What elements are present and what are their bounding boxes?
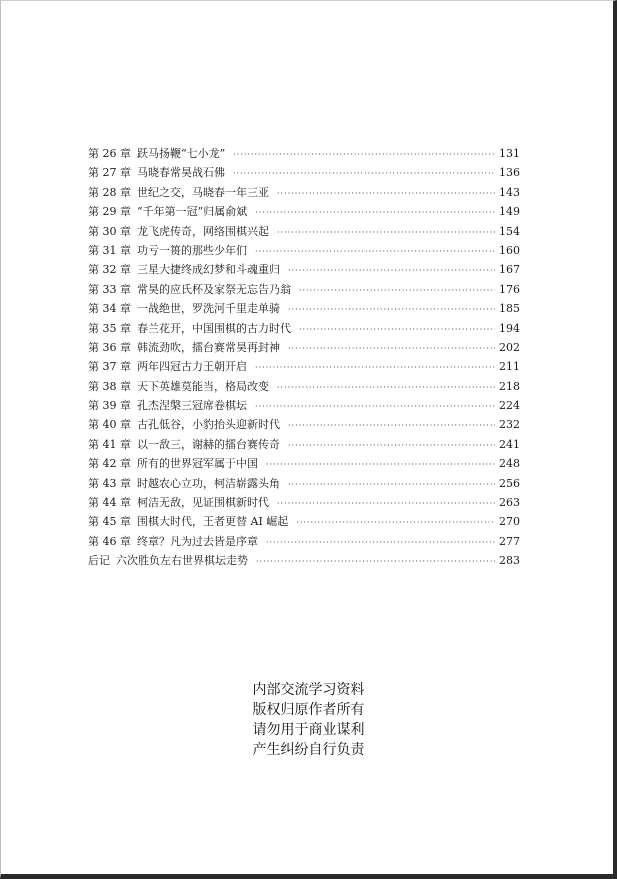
toc-leader-dots [255, 358, 495, 377]
toc-entry[interactable] [88, 280, 520, 299]
toc-chapter-number: 第 41 章 [88, 437, 131, 451]
toc-leader-dots [255, 203, 495, 222]
toc-chapter-number: 第 31 章 [88, 243, 131, 257]
toc-entry[interactable] [88, 396, 520, 415]
toc-leader-dots [255, 242, 495, 261]
toc-entry[interactable] [88, 435, 520, 454]
toc-page-number: 263 [499, 496, 520, 510]
toc-chapter-title: 马晓春常昊战石佛 [137, 166, 225, 180]
toc-leader-dots [266, 533, 495, 552]
toc-chapter-title: 以一敌三，谢赫的擂台赛传奇 [137, 437, 280, 451]
toc-chapter-title: 两年四冠古力王朝开启 [137, 360, 247, 374]
toc-leader-dots [288, 475, 495, 494]
toc-entry[interactable] [88, 415, 520, 434]
toc-chapter-number: 第 35 章 [88, 321, 131, 335]
toc-chapter-number: 第 40 章 [88, 418, 131, 432]
toc-chapter-number: 第 29 章 [88, 205, 131, 219]
toc-page-number: 154 [499, 224, 520, 238]
copyright-notice [0, 680, 617, 760]
toc-page-number: 185 [499, 302, 520, 316]
toc-entry[interactable] [88, 163, 520, 182]
toc-chapter-title: 六次胜负左右世界棋坛走势 [116, 554, 248, 568]
toc-chapter-title: 龙飞虎传奇，网络围棋兴起 [137, 224, 269, 238]
toc-entry[interactable] [88, 377, 520, 396]
toc-chapter-title: 天下英雄莫能当，格局改变 [137, 379, 269, 393]
toc-leader-dots [288, 436, 495, 455]
notice-line: 请勿用于商业谋利 [252, 722, 365, 738]
toc-chapter-number: 第 28 章 [88, 185, 131, 199]
toc-entry[interactable] [88, 222, 520, 241]
toc-leader-dots [233, 164, 495, 183]
toc-page-number: 232 [499, 418, 520, 432]
toc-page-number: 149 [499, 205, 520, 219]
toc-entry[interactable] [88, 260, 520, 279]
toc-leader-dots [266, 455, 495, 474]
toc-chapter-title: 终章？凡为过去皆是序章 [137, 534, 258, 548]
notice-line: 版权归原作者所有 [252, 702, 365, 718]
toc-chapter-number: 第 43 章 [88, 476, 131, 490]
toc-chapter-number: 第 46 章 [88, 534, 131, 548]
toc-page-number: 136 [499, 166, 520, 180]
toc-chapter-title: 柯洁无敌，见证围棋新时代 [137, 496, 269, 510]
toc-page-number: 248 [499, 457, 520, 471]
toc-entry[interactable] [88, 551, 520, 570]
toc-entry[interactable] [88, 144, 520, 163]
toc-entry[interactable] [88, 474, 520, 493]
toc-chapter-number: 第 26 章 [88, 147, 131, 160]
toc-chapter-title: 常昊的应氏杯及家祭无忘告乃翁 [137, 282, 291, 296]
toc-page-number: 131 [499, 147, 520, 160]
toc-chapter-title: 春兰花开，中国围棋的古力时代 [137, 321, 291, 335]
toc-page-number: 283 [499, 554, 520, 568]
toc-leader-dots [256, 552, 495, 571]
toc-page-number: 202 [499, 340, 520, 354]
toc-chapter-title: 孔杰涅槃三冠席卷棋坛 [137, 399, 247, 413]
toc-chapter-number: 第 42 章 [88, 457, 131, 471]
toc-entry[interactable] [88, 299, 520, 318]
toc-leader-dots [233, 145, 495, 164]
toc-chapter-title: 世纪之交，马晓春一年三亚 [137, 185, 269, 199]
toc-chapter-title: 时越农心立功，柯洁崭露头角 [137, 476, 280, 490]
toc-page-number: 176 [499, 282, 520, 296]
toc-leader-dots [288, 339, 495, 358]
toc-page-number: 211 [499, 360, 520, 374]
toc-entry[interactable] [88, 183, 520, 202]
toc-chapter-number: 第 37 章 [88, 360, 131, 374]
toc-chapter-title: “千年第一冠”归属俞斌 [137, 205, 248, 219]
toc-page-number: 277 [499, 534, 520, 548]
toc-entry[interactable] [88, 493, 520, 512]
toc-page-number: 270 [499, 515, 520, 529]
toc-leader-dots [288, 300, 495, 319]
toc-entry[interactable] [88, 338, 520, 357]
toc-page-number: 256 [499, 476, 520, 490]
toc-leader-dots [277, 223, 495, 242]
toc-leader-dots [255, 397, 495, 416]
notice-line: 产生纠纷自行负责 [252, 742, 365, 758]
toc-entry[interactable] [88, 532, 520, 551]
toc-chapter-number: 第 39 章 [88, 399, 131, 413]
toc-chapter-number: 第 32 章 [88, 263, 131, 277]
toc-leader-dots [288, 261, 495, 280]
toc-leader-dots [277, 378, 495, 397]
toc-page-number: 194 [499, 321, 520, 335]
toc-entry[interactable] [88, 357, 520, 376]
toc-chapter-number: 第 44 章 [88, 496, 131, 510]
toc-leader-dots [296, 513, 495, 532]
toc-leader-dots [299, 281, 495, 300]
toc-leader-dots [277, 494, 495, 513]
toc-leader-dots [299, 320, 495, 339]
toc-chapter-title: 跃马扬鞭“七小龙” [137, 147, 226, 160]
toc-page-number: 143 [499, 185, 520, 199]
toc-page-number: 160 [499, 243, 520, 257]
toc-chapter-title: 韩流劲吹，擂台赛常昊再封神 [137, 340, 280, 354]
toc-page-number: 241 [499, 437, 520, 451]
toc-entry[interactable] [88, 512, 520, 531]
toc-chapter-title: 围棋大时代，王者更替 AI 崛起 [137, 515, 289, 529]
toc-chapter-number: 第 45 章 [88, 515, 131, 529]
toc-chapter-title: 古孔低谷，小豹抬头迎新时代 [137, 418, 280, 432]
table-of-contents [88, 144, 520, 571]
toc-leader-dots [288, 416, 495, 435]
toc-chapter-number: 第 34 章 [88, 302, 131, 316]
toc-chapter-number: 第 36 章 [88, 340, 131, 354]
toc-leader-dots [277, 184, 495, 203]
toc-chapter-number: 后记 [88, 554, 110, 568]
toc-chapter-title: 功亏一篑的那些少年们 [137, 243, 247, 257]
toc-page-number: 224 [499, 399, 520, 413]
toc-entry[interactable] [88, 319, 520, 338]
toc-chapter-title: 三星大捷终成幻梦和斗魂重归 [137, 263, 280, 277]
toc-chapter-number: 第 38 章 [88, 379, 131, 393]
toc-chapter-number: 第 33 章 [88, 282, 131, 296]
toc-chapter-title: 一战绝世，罗洗河千里走单骑 [137, 302, 280, 316]
toc-entry[interactable] [88, 202, 520, 221]
toc-entry[interactable] [88, 454, 520, 473]
toc-page-number: 167 [499, 263, 520, 277]
notice-line: 内部交流学习资料 [252, 682, 365, 698]
toc-chapter-title: 所有的世界冠军属于中国 [137, 457, 258, 471]
toc-entry[interactable] [88, 241, 520, 260]
toc-page-number: 218 [499, 379, 520, 393]
toc-chapter-number: 第 30 章 [88, 224, 131, 238]
toc-chapter-number: 第 27 章 [88, 166, 131, 180]
